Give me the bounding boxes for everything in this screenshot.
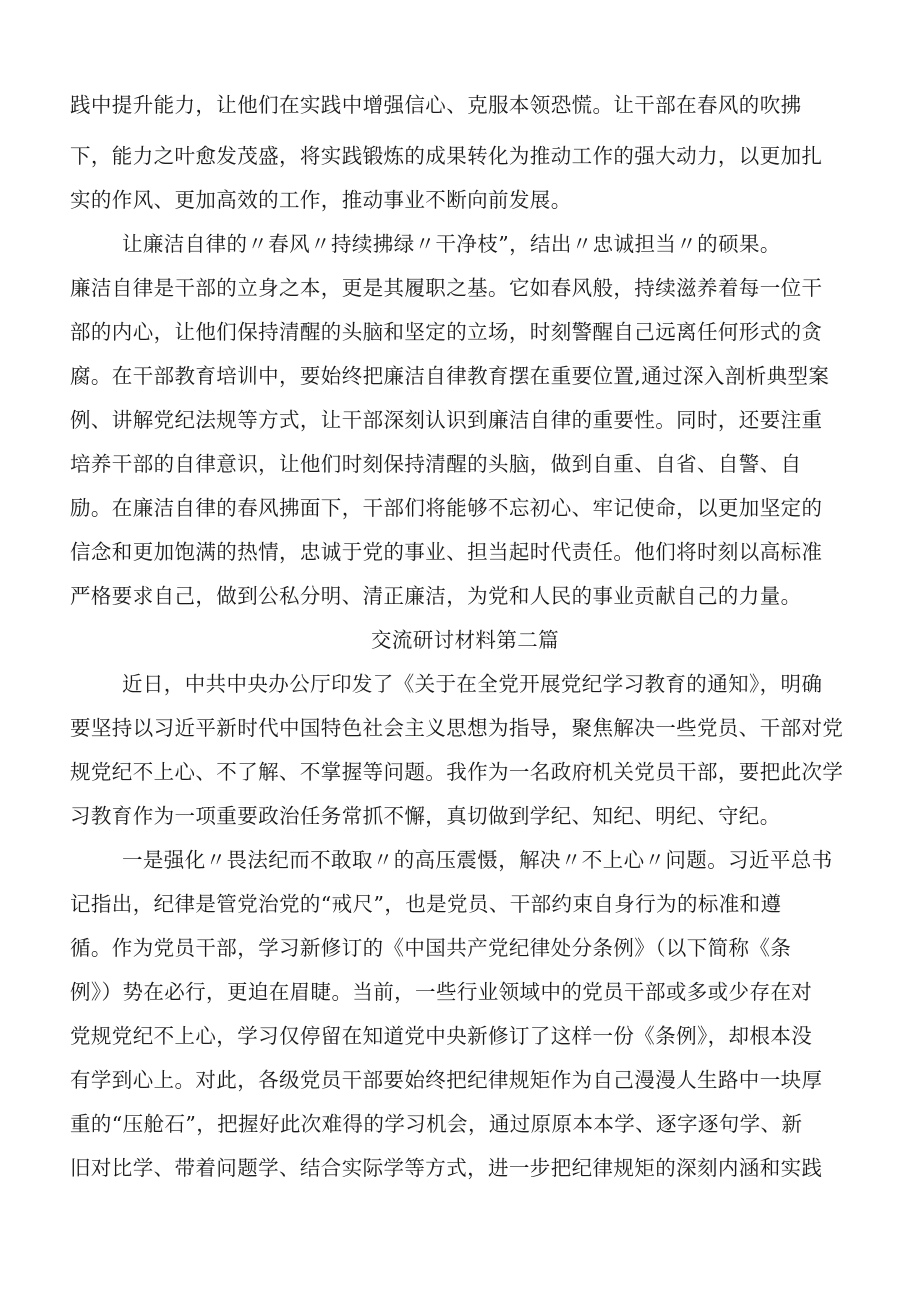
text-line: 部的内心，让他们保持清醒的头脑和坚定的立场，时刻警醒自己远离任何形式的贪 bbox=[70, 320, 823, 344]
text-line: 下，能力之叶愈发茂盛，将实践锻炼的成果转化为推动工作的强大动力，以更加扎 bbox=[70, 144, 823, 168]
text-line: 例》）势在必行，更迫在眉睫。当前，一些行业领域中的党员干部或多或少存在对 bbox=[70, 980, 813, 1004]
paragraph-heading-line: 让廉洁自律的〃春风〃持续拂绿〃干净枝”，结出〃忠诚担当〃的硕果。 bbox=[122, 232, 781, 256]
text-line: 要坚持以习近平新时代中国特色社会主义思想为指导，聚焦解决一些党员、干部对党 bbox=[70, 716, 844, 740]
text-line: 近日，中共中央办公厅印发了《关于在全党开展党纪学习教育的通知》，明确 bbox=[122, 672, 823, 696]
text-line: 信念和更加饱满的热情，忠诚于党的事业、担当起时代责任。他们将时刻以高标准 bbox=[70, 540, 823, 564]
text-line: 有学到心上。对此，各级党员干部要始终把纪律规矩作为自己漫漫人生路中一块厚 bbox=[70, 1068, 823, 1092]
text-line: 培养干部的自律意识，让他们时刻保持清醒的头脑，做到自重、自省、自警、自 bbox=[70, 452, 802, 476]
text-line: 廉洁自律是干部的立身之本，更是其履职之基。它如春风般，持续滋养着每一位干 bbox=[70, 276, 823, 300]
text-line: 励。在廉洁自律的春风拂面下，干部们将能够不忘初心、牢记使命，以更加坚定的 bbox=[70, 496, 823, 520]
section-title: 交流研讨材料第二篇 bbox=[370, 628, 560, 652]
text-line: 记指出，纪律是管党治党的“戒尺”，也是党员、干部约束自身行为的标准和遵 bbox=[70, 892, 782, 916]
text-line: 习教育作为一项重要政治任务常抓不懈，真切做到学纪、知纪、明纪、守纪。 bbox=[70, 804, 781, 828]
text-line: 践中提升能力，让他们在实践中增强信心、克服本领恐慌。让干部在春风的吹拂 bbox=[70, 93, 802, 117]
text-line: 腐。在干部教育培训中，要始终把廉洁自律教育摆在重要位置,通过深入剖析典型案 bbox=[70, 364, 830, 388]
text-line: 规党纪不上心、不了解、不掌握等问题。我作为一名政府机关党员干部，要把此次学 bbox=[70, 760, 844, 784]
text-line: 重的“压舱石”，把握好此次难得的学习机会，通过原原本本学、逐字逐句学、新 bbox=[70, 1112, 803, 1136]
text-line: 严格要求自己，做到公私分明、清正廉洁，为党和人民的事业贡献自己的力量。 bbox=[70, 584, 802, 608]
text-line: 实的作风、更加高效的工作，推动事业不断向前发展。 bbox=[70, 188, 572, 212]
text-line: 一是强化〃畏法纪而不敢取〃的高压震慑，解决〃不上心〃问题。习近平总书 bbox=[122, 848, 833, 872]
text-line: 党规党纪不上心，学习仅停留在知道党中央新修订了这样一份《条例》，却根本没 bbox=[70, 1024, 813, 1048]
text-line: 例、讲解党纪法规等方式，让干部深刻认识到廉洁自律的重要性。同时，还要注重 bbox=[70, 408, 823, 432]
text-line: 循。作为党员干部，学习新修订的《中国共产党纪律处分条例》（以下简称《条 bbox=[70, 936, 792, 960]
text-line: 旧对比学、带着问题学、结合实际学等方式，进一步把纪律规矩的深刻内涵和实践 bbox=[70, 1156, 823, 1180]
